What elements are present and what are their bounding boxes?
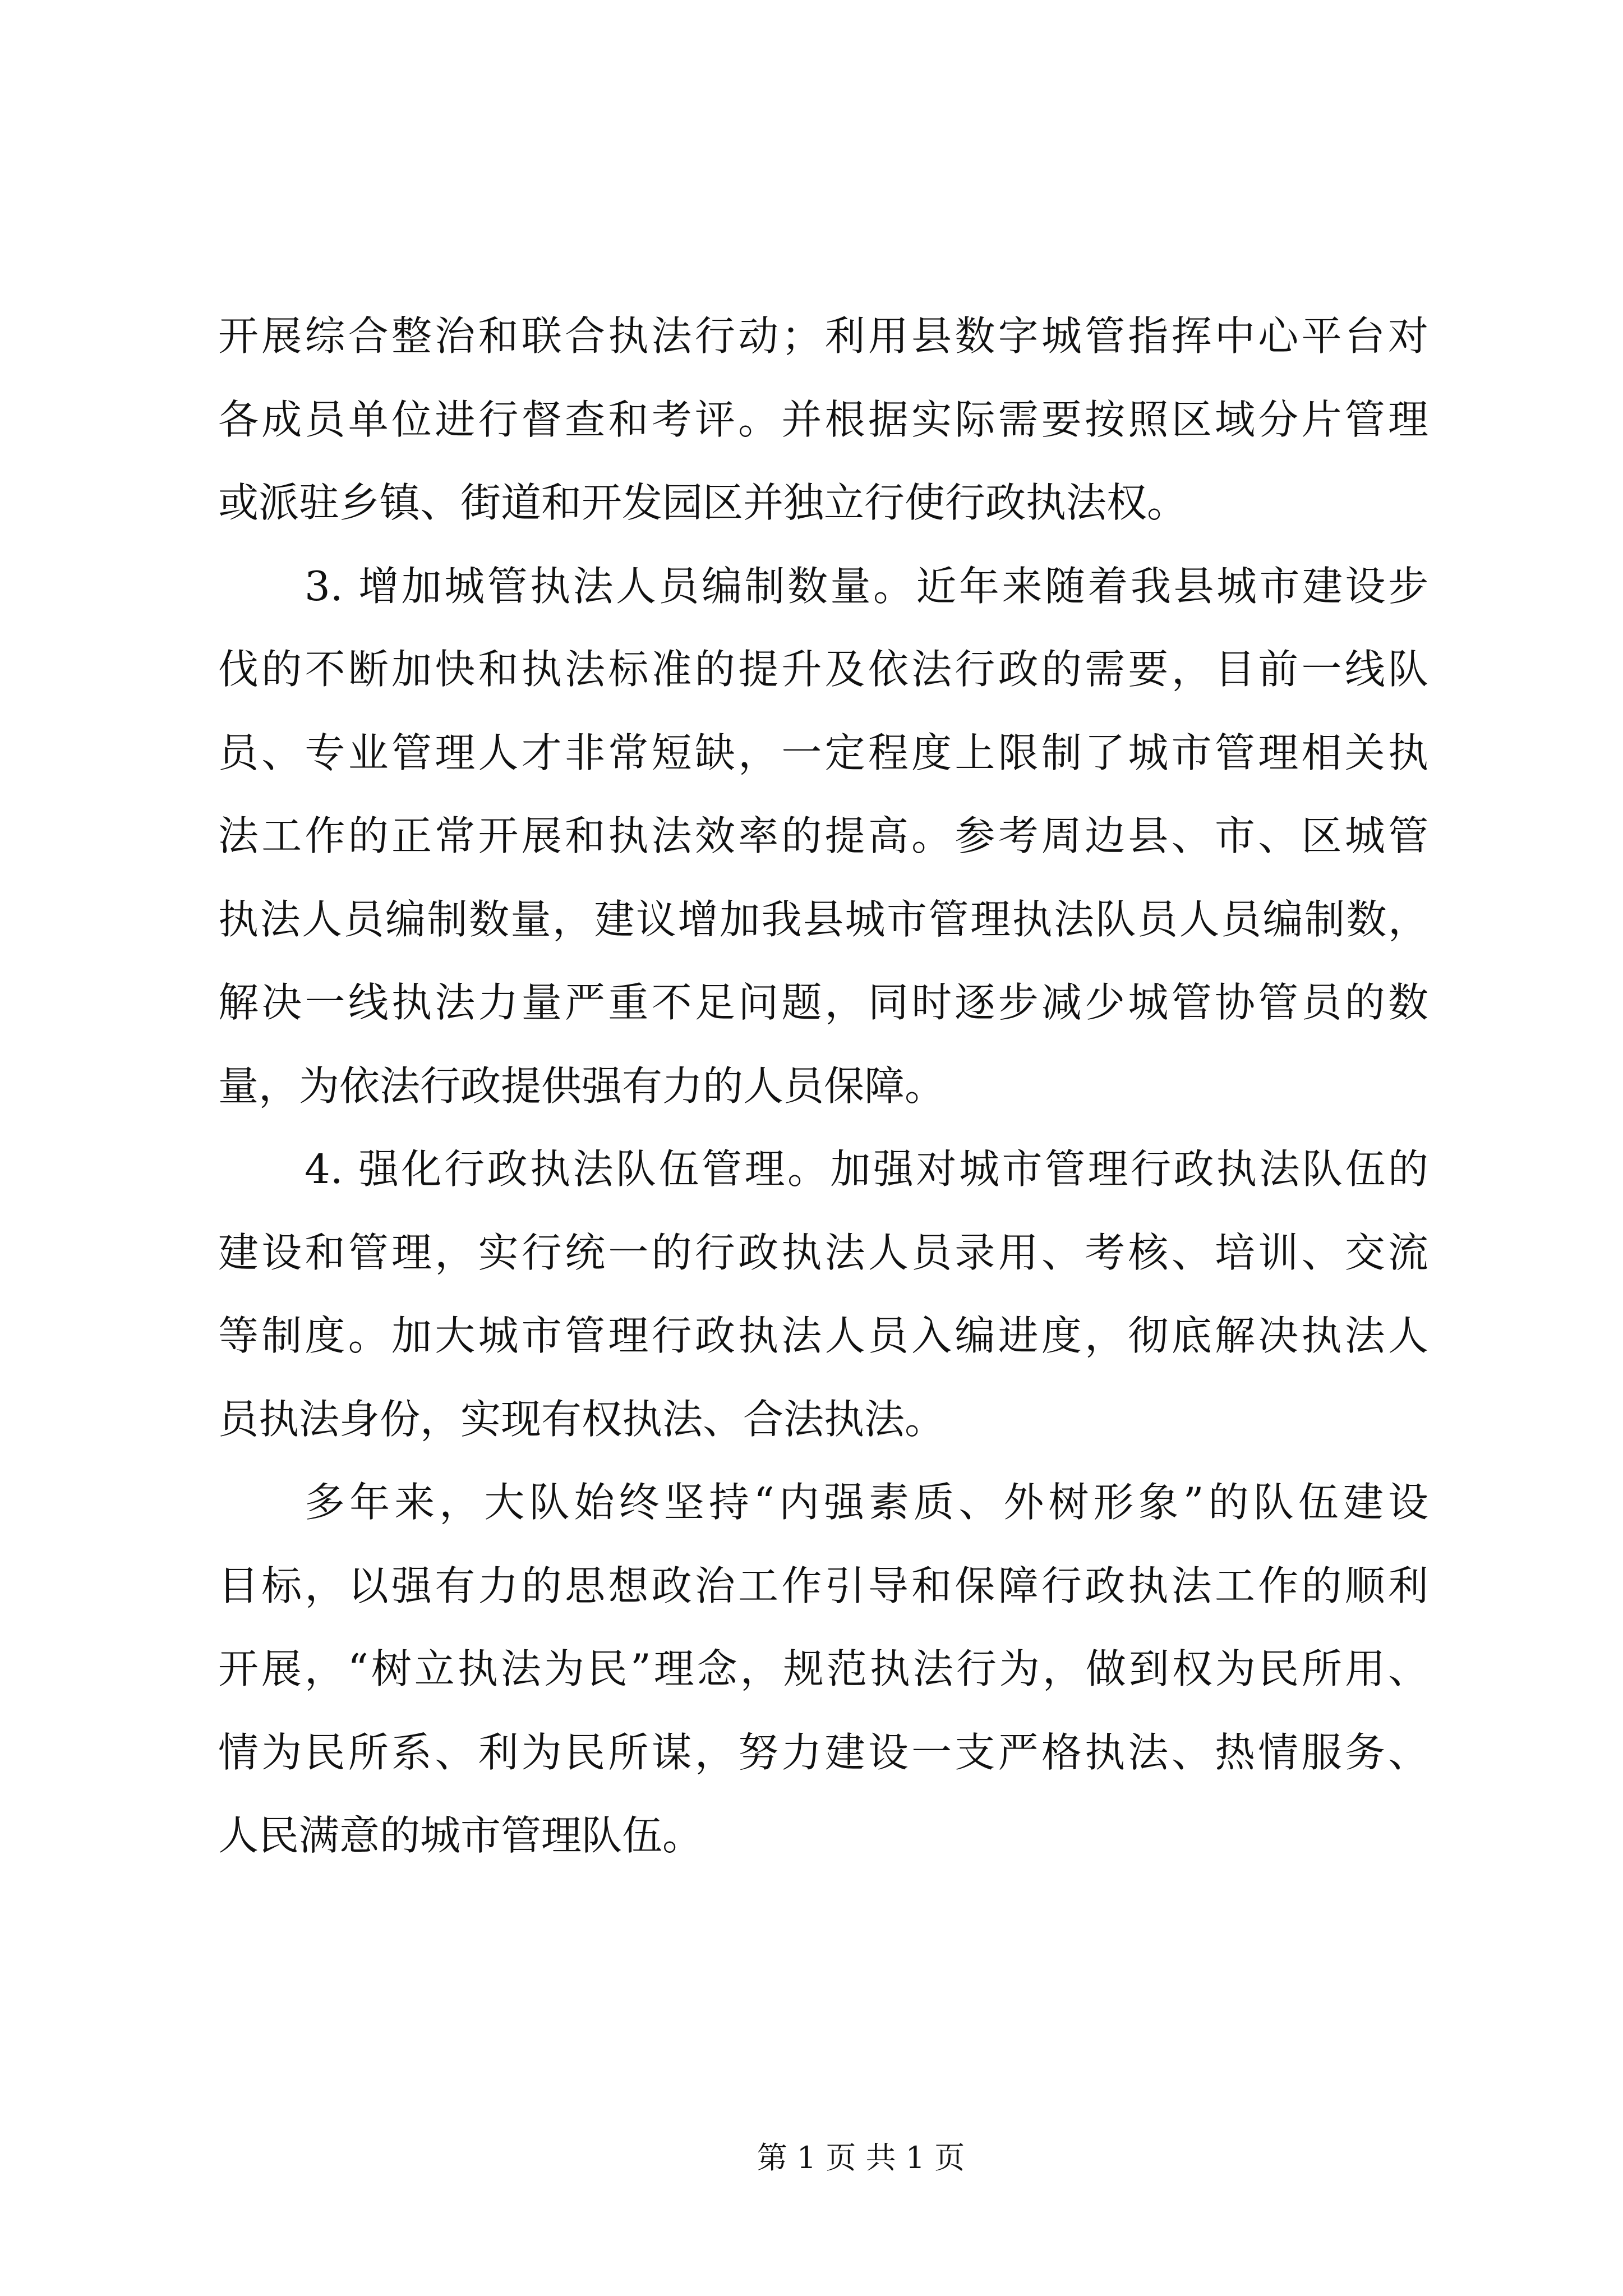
text-line: 目标，以强有力的思想政治工作引导和保障行政执法工作的顺利 (218, 1562, 1428, 1609)
text-line: 人民满意的城市管理队伍。 (218, 1812, 703, 1859)
text-line: 执法人员编制数量，建议增加我县城市管理执法队员人员编制数， (218, 895, 1428, 943)
text-line: 伐的不断加快和执法标准的提升及依法行政的需要，目前一线队 (218, 646, 1428, 693)
text-line: 多年来，大队始终坚持“内强素质、外树形象”的队伍建设 (305, 1479, 1428, 1526)
text-line: 员、专业管理人才非常短缺，一定程度上限制了城市管理相关执 (218, 729, 1428, 776)
text-line: 员执法身份，实现有权执法、合法执法。 (218, 1395, 946, 1443)
text-line: 开展综合整治和联合执法行动；利用县数字城管指挥中心平台对 (218, 312, 1428, 360)
text-line: 开展，“树立执法为民”理念，规范执法行为，做到权为民所用、 (218, 1645, 1428, 1692)
document-body (218, 295, 1428, 1878)
paragraph (218, 1461, 1428, 1878)
text-line: 量，为依法行政提供强有力的人员保障。 (218, 1062, 946, 1110)
page-footer: 第 1 页 共 1 页 (757, 2140, 965, 2175)
paragraph (218, 545, 1428, 1128)
text-line: 3. 增加城管执法人员编制数量。近年来随着我县城市建设步 (305, 562, 1428, 610)
paragraph (218, 295, 1428, 545)
text-line: 解决一线执法力量严重不足问题，同时逐步减少城管协管员的数 (218, 979, 1428, 1026)
text-line: 或派驻乡镇、街道和开发园区并独立行使行政执法权。 (218, 479, 1188, 526)
text-line: 等制度。加大城市管理行政执法人员入编进度，彻底解决执法人 (218, 1312, 1428, 1359)
text-line: 4. 强化行政执法队伍管理。加强对城市管理行政执法队伍的 (305, 1145, 1428, 1193)
text-line: 情为民所系、利为民所谋，努力建设一支严格执法、热情服务、 (218, 1728, 1428, 1776)
text-line: 法工作的正常开展和执法效率的提高。参考周边县、市、区城管 (218, 812, 1428, 859)
text-line: 各成员单位进行督查和考评。并根据实际需要按照区域分片管理 (218, 395, 1428, 443)
paragraph (218, 1128, 1428, 1461)
text-line: 建设和管理，实行统一的行政执法人员录用、考核、培训、交流 (218, 1228, 1428, 1276)
